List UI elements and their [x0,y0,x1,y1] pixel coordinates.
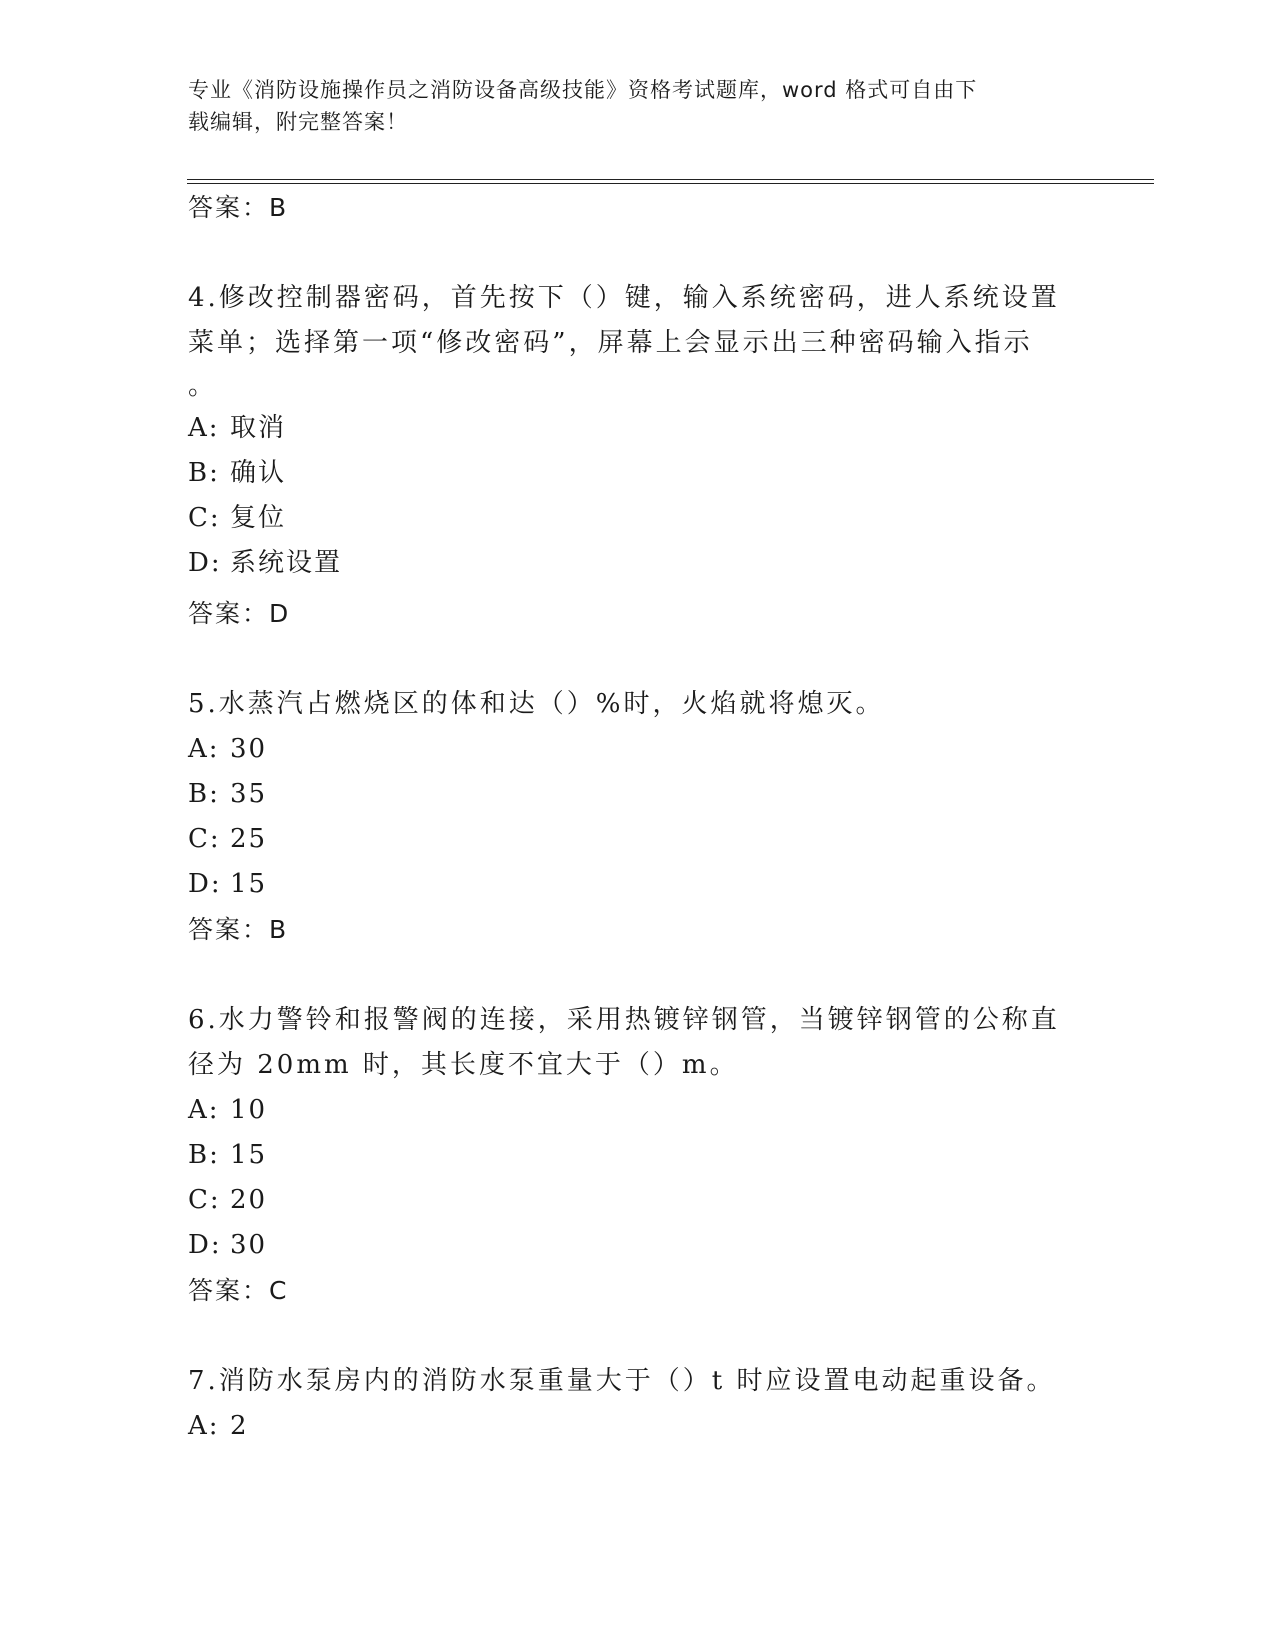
header-divider-bottom [187,183,1154,184]
question-4-line-2: 菜单；选择第一项“修改密码”，屏幕上会显示出三种密码输入指示 [188,328,1033,358]
question-4-option-b: B: 确认 [188,458,287,488]
question-6-option-d: D: 30 [188,1230,268,1260]
question-4-option-c: C: 复位 [188,503,287,533]
answer-q5: 答案：B [188,915,289,944]
question-7-line-1: 7.消防水泵房内的消防水泵重量大于（）t 时应设置电动起重设备。 [188,1366,1056,1396]
header-line-1: 专业《消防设施操作员之消防设备高级技能》资格考试题库，word 格式可自由下 [188,78,978,102]
question-5-option-d: D: 15 [188,869,268,899]
header-line-2: 载编辑，附完整答案！ [188,110,408,134]
question-4-line-3: 。 [188,371,218,401]
document-header [188,74,1068,138]
question-4-option-a: A: 取消 [188,413,287,443]
header-divider-top [187,179,1154,180]
question-5-option-a: A: 30 [188,734,268,764]
question-6-option-b: B: 15 [188,1140,268,1170]
answer-q4: 答案：D [188,599,291,628]
question-6 [188,998,1068,1268]
question-7 [188,1359,1068,1449]
question-5-option-b: B: 35 [188,779,268,809]
question-4-line-1: 4.修改控制器密码，首先按下（）键，输入系统密码，进人系统设置 [188,283,1060,313]
question-6-option-a: A: 10 [188,1095,268,1125]
question-6-line-2: 径为 20mm 时，其长度不宜大于（）m。 [188,1050,739,1080]
question-6-line-1: 6.水力警铃和报警阀的连接，采用热镀锌钢管，当镀锌钢管的公称直 [188,1005,1060,1035]
question-5 [188,682,1068,907]
question-6-option-c: C: 20 [188,1185,268,1215]
question-5-line-1: 5.水蒸汽占燃烧区的体和达（）%时，火焰就将熄灭。 [188,689,885,719]
answer-q6: 答案：C [188,1276,289,1305]
question-4 [188,276,1068,586]
question-4-option-d: D: 系统设置 [188,548,343,578]
answer-q3: 答案：B [188,193,289,222]
question-5-option-c: C: 25 [188,824,268,854]
question-7-option-a: A: 2 [188,1411,249,1441]
